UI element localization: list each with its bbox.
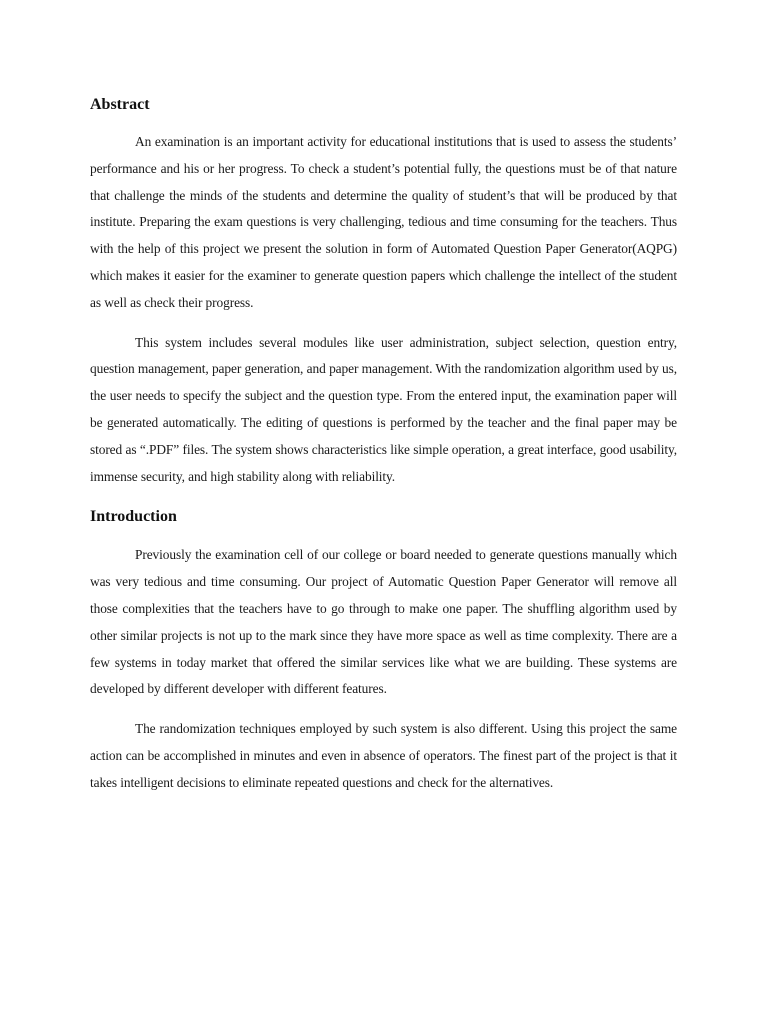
introduction-heading: Introduction [90, 508, 177, 526]
introduction-section [90, 502, 677, 796]
introduction-paragraph-2: The randomization techniques employed by such system is also different. Using this project the same action can be accomplished in minutes and even in absence of operators. The finest part of the project is that it takes intelligent decisions to eliminate repeated questions and check for the alternatives. [90, 721, 677, 790]
abstract-paragraph-1: An examination is an important activity for educational institutions that is used to assess the students’ performance and his or her progress. To check a student’s potential fully, the questions must be of that nature that challenge the minds of the students and determine the quality of student’s that will be produced by that institute. Preparing the exam questions is very challenging, tedious and time consuming for the teachers. Thus with the help of this project we present the solution in form of Automated Question Paper Generator(AQPG) which makes it easier for the examiner to generate question papers which challenge the intellect of the student as well as check their progress. [90, 134, 677, 310]
abstract-heading: Abstract [90, 96, 150, 113]
document-page [90, 88, 677, 797]
introduction-paragraph-1: Previously the examination cell of our college or board needed to generate questions manually which was very tedious and time consuming. Our project of Automatic Question Paper Generator will remove all those complexities that the teachers have to go through to make one paper. The shuffling algorithm used by other similar projects is not up to the mark since they have more space as well as time complexity. There are a few systems in today market that offered the similar services like what we are building. These systems are developed by different developer with different features. [90, 547, 677, 697]
abstract-section [90, 90, 677, 490]
abstract-paragraph-2: This system includes several modules like user administration, subject selection, question entry, question management, paper generation, and paper management. With the randomization algorithm used by us, the user needs to specify the subject and the question type. From the entered input, the examination paper will be generated automatically. The editing of questions is performed by the teacher and the final paper may be stored as “.PDF” files. The system shows characteristics like simple operation, a great interface, good usability, immense security, and high stability along with reliability. [90, 334, 677, 484]
